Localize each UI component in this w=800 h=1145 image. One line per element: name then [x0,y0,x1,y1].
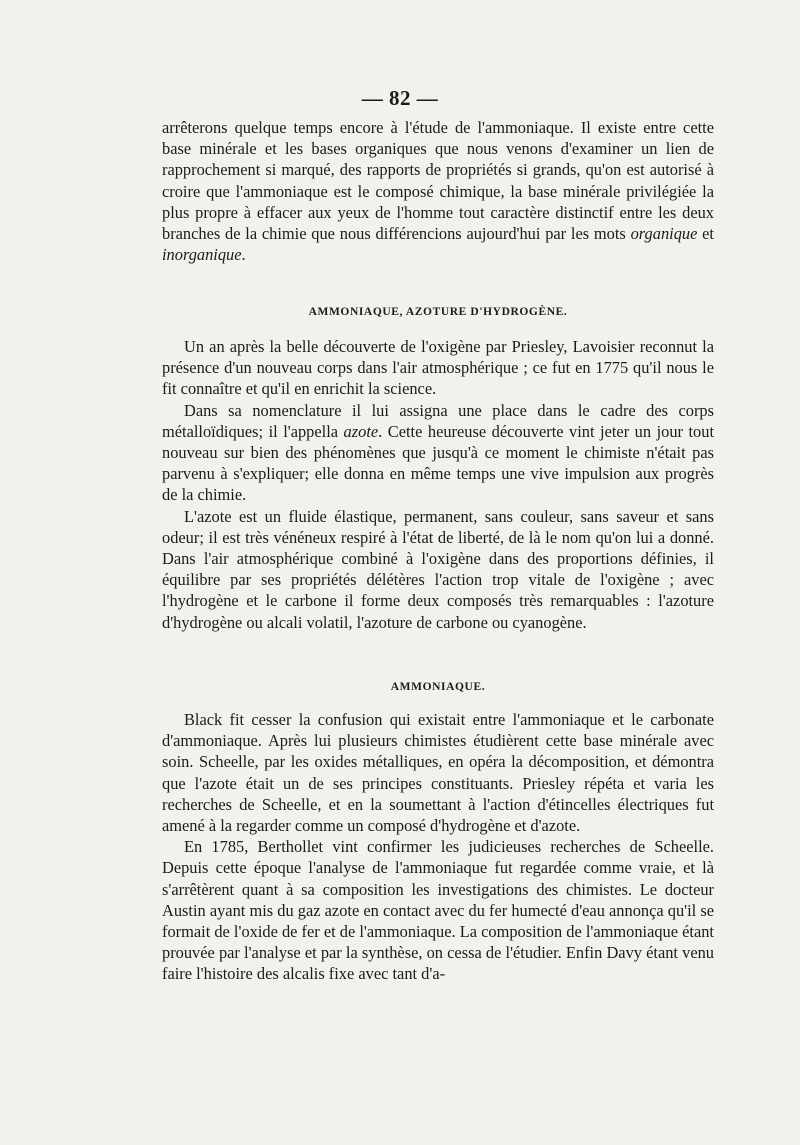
section-heading-ammoniaque: AMMONIAQUE. [390,681,486,693]
section1-paragraph-3: L'azote est un fluide élastique, permanent, sans couleur, sans saveur et sans odeur; il est très vénéneux respiré à l'état de liberté, de là le nom qu'on lui a donné. Dans l'air atmosphérique combiné à l'oxigène dans des proportions définies, il équilibre par ses propriétés délétères l'action trop vitale de l'oxigène ; avec l'hydrogène et le carbone il forme deux composés très remarquables : l'azoture d'hydrogène ou alcali volatil, l'azoture de carbone ou cyanogène. [162,506,714,632]
section1-paragraph-1: Un an après la belle découverte de l'oxigène par Priesley, Lavoisier reconnut la présence d'un nouveau corps dans l'air atmosphérique ; ce fut en 1775 qu'il nous le fit connaître et qu'il en enrichit la science. [162,337,714,399]
section2-paragraph-2: En 1785, Berthollet vint confirmer les judicieuses recherches de Scheelle. Depuis cette époque l'analyse de l'ammoniaque fut regardée comme vraie, et là s'arrêtèrent quant à sa composition les investigations des chimistes. Le docteur Austin ayant mis du gaz azote en contact avec du fer humecté d'eau annonça qu'il se formait de l'oxide de fer et de l'ammoniaque. La composition de l'ammoniaque étant prouvée par l'analyse et par la synthèse, on cessa de l'étudier. Enfin Davy étant venu faire l'histoire des alcalis fixe avec tant d'a- [162,837,714,984]
section1-paragraph-2 [162,400,714,506]
intro-italic-inorganique: inorganique [162,245,242,265]
intro-paragraph [162,117,714,265]
section1-p2-text: Dans sa nomenclature il lui assigna une place dans le cadre des corps métalloïdiques; il l'appella [162,400,714,441]
section2-paragraph-1: Black fit cesser la confusion qui existait entre l'ammoniaque et le carbonate d'ammoniaque. Après lui plusieurs chimistes étudièrent cette base minérale avec soin. Scheelle, par les oxides métalliques, en opéra la décomposition, et démontra que l'azote était un de ses principes constituants. Priesley répéta et varia les recherches de Scheelle, et en la soumettant à l'action d'étincelles électriques fut amené à la regarder comme un composé d'hydrogène et d'azote. [162,710,714,836]
intro-italic-organique: organique [630,224,698,244]
section1-p2-italic-azote: azote [343,421,379,441]
section2-body [162,709,714,985]
intro-text: arrêterons quelque temps encore à l'étude de l'ammoniaque. Il existe entre cette base minérale et les bases organiques que nous venons d'examiner un lien de rapprochement si marqué, des rapports de propriétés si grands, qu'on est autorisé à croire que l'ammoniaque est le composé chimique, la base minérale privilégiée la plus propre à effacer aux yeux de l'homme tout caractère distinctif entre les deux branches de la chimie que nous différencions aujourd'hui par les mots [162,118,714,244]
intro-end: . [241,245,246,265]
section1-body [162,336,714,633]
section1-p2-rest: . Cette heureuse découverte vint jeter un jour tout nouveau sur bien des phénomènes que jusqu'à ce moment le chimiste n'était pas parvenu à s'expliquer; elle donna en même temps une vive impulsion aux progrès de la chimie. [162,421,715,505]
intro-paragraph-block [162,117,714,265]
section-heading-azoture: AMMONIAQUE, AZOTURE D'HYDROGÈNE. [308,306,568,318]
page-number: — 82 — [361,86,439,110]
intro-connector: et [697,224,714,244]
